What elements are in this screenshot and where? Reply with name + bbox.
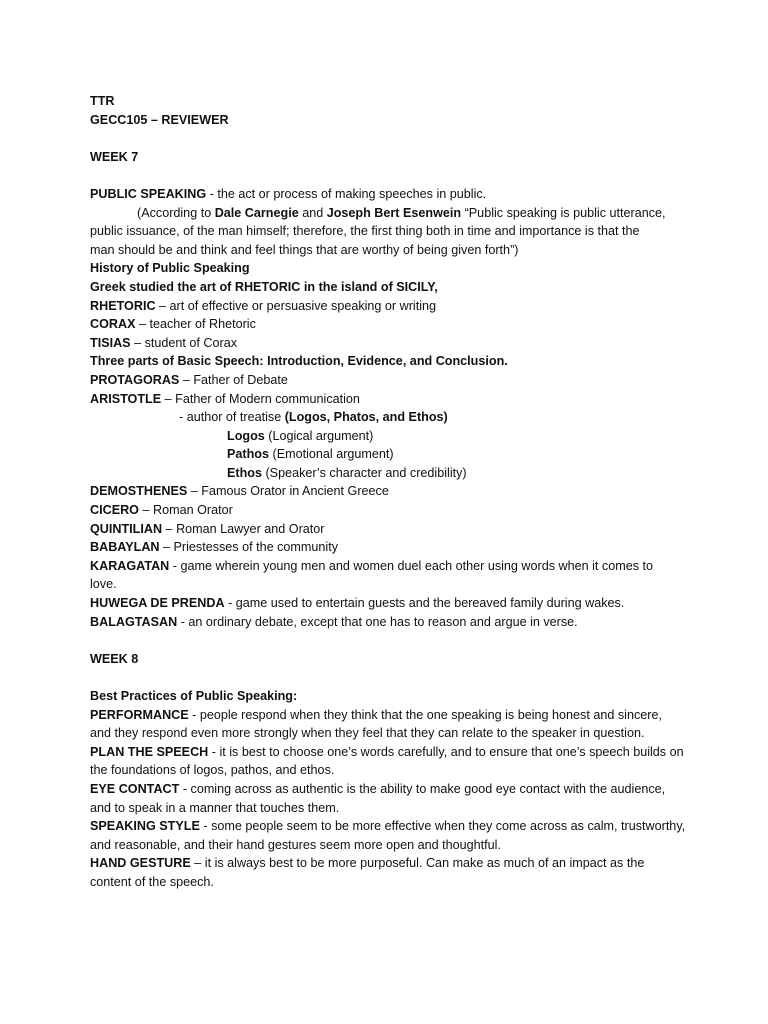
ethos-line [90, 464, 690, 483]
term: KARAGATAN [90, 558, 170, 573]
quote-name: Joseph Bert Esenwein [326, 205, 462, 220]
term: QUINTILIAN [90, 521, 163, 536]
definition: – Father of Debate [179, 372, 288, 387]
term: DEMOSTHENES [90, 484, 188, 499]
definition: - game used to entertain guests and the bereaved family during wakes. [224, 596, 625, 611]
spacer [90, 166, 690, 185]
pathos-line [90, 445, 690, 464]
demosthenes-def [90, 482, 690, 501]
spacer [90, 631, 690, 650]
huwega-def [90, 594, 690, 613]
term: RHETORIC [90, 298, 156, 313]
term: PERFORMANCE [90, 707, 189, 722]
aristotle-def [90, 390, 690, 409]
term: TISIAS [90, 335, 131, 350]
karagatan-cont: love. [90, 577, 117, 592]
performance-def [90, 706, 690, 725]
document-body [90, 92, 690, 892]
term: PROTAGORAS [90, 372, 180, 387]
cicero-def [90, 501, 690, 520]
text: in the island of [300, 279, 397, 294]
doc-title: GECC105 – REVIEWER [90, 112, 229, 127]
quote-text: “Public speaking is public utterance, [461, 205, 666, 220]
hand-gesture-cont: content of the speech. [90, 874, 214, 889]
definition: – it is always best to be more purposeful. Can make as much of an impact as the [190, 856, 645, 871]
term: Pathos [227, 447, 269, 462]
definition: – Father of Modern communication [161, 391, 360, 406]
quote-line-3: man should be and think and feel things that are worthy of being given forth”) [90, 242, 519, 257]
babaylan-def [90, 538, 690, 557]
doc-code: TTR [90, 94, 115, 108]
eye-contact-def [90, 780, 690, 799]
term: ARISTOTLE [90, 391, 162, 406]
week7-heading: WEEK 7 [90, 149, 139, 164]
definition: - coming across as authentic is the ability to make good eye contact with the audience, [179, 781, 666, 796]
spacer [90, 668, 690, 687]
best-practices-title: Best Practices of Public Speaking: [90, 689, 298, 703]
definition: – student of Corax [130, 335, 238, 350]
definition: - some people seem to be more effective when they come across as calm, trustworthy, [199, 819, 686, 834]
text: - author of treatise [179, 410, 285, 425]
definition: – art of effective or persuasive speaking or writing [155, 298, 437, 313]
quote-text: and [298, 205, 327, 220]
term: SPEAKING STYLE [90, 819, 200, 834]
term: Ethos [227, 465, 262, 480]
spacer [90, 129, 690, 148]
protagoras-def [90, 371, 690, 390]
term: HUWEGA DE PRENDA [90, 596, 225, 611]
definition: (Emotional argument) [269, 447, 394, 462]
term: HAND GESTURE [90, 856, 191, 871]
term: CICERO [90, 503, 139, 518]
text: (Logos, Phatos, and Ethos) [284, 410, 448, 425]
plan-cont: the foundations of logos, pathos, and ethos. [90, 763, 335, 778]
quintilian-def [90, 520, 690, 539]
speaking-style-cont: and reasonable, and their hand gestures seem more open and thoughtful. [90, 837, 501, 852]
week8-heading: WEEK 8 [90, 651, 139, 666]
karagatan-def [90, 557, 690, 576]
performance-cont: and they respond even more strongly when they feel that they can relate to the speaker in question. [90, 726, 645, 741]
quote-name: Dale Carnegie [214, 205, 299, 220]
term: EYE CONTACT [90, 781, 180, 796]
term: BABAYLAN [90, 540, 160, 555]
definition: - it is best to choose one’s words carefully, and to ensure that one’s speech builds on [208, 744, 684, 759]
text: Greek studied the art of [90, 279, 235, 294]
eye-contact-cont: and to speak in a manner that touches them. [90, 800, 340, 815]
term: BALAGTASAN [90, 614, 178, 629]
term: PLAN THE SPEECH [90, 744, 209, 759]
balagtasan-def [90, 613, 690, 632]
definition: - game wherein young men and women duel each other using words when it comes to [169, 558, 654, 573]
greek-line [90, 278, 690, 297]
definition: - the act or process of making speeches in public. [206, 186, 487, 201]
text: RHETORIC [234, 279, 301, 294]
definition: - people respond when they think that the one speaking is being honest and sincere, [188, 707, 662, 722]
quote-line-1 [90, 204, 690, 223]
aristotle-treatise [90, 408, 690, 427]
logos-line [90, 427, 690, 446]
definition: (Speaker’s character and credibility) [261, 465, 467, 480]
speaking-style-def [90, 817, 690, 836]
corax-def [90, 315, 690, 334]
definition: – Famous Orator in Ancient Greece [187, 484, 389, 499]
tisias-def [90, 334, 690, 353]
definition: – Roman Lawyer and Orator [162, 521, 325, 536]
quote-line-2: public issuance, of the man himself; therefore, the first thing both in time and importance is that the [90, 224, 640, 239]
three-parts: Three parts of Basic Speech: Introduction, Evidence, and Conclusion. [90, 354, 508, 369]
plan-def [90, 743, 690, 762]
public-speaking-def [90, 185, 690, 204]
text: SICILY, [396, 279, 438, 294]
term: Logos [227, 428, 265, 443]
definition: – teacher of Rhetoric [135, 317, 256, 332]
history-title: History of Public Speaking [90, 261, 250, 276]
term: CORAX [90, 317, 136, 332]
definition: – Priestesses of the community [159, 540, 338, 555]
definition: – Roman Orator [138, 503, 233, 518]
term: PUBLIC SPEAKING [90, 186, 207, 201]
quote-text: (According to [137, 205, 215, 220]
rhetoric-def [90, 297, 690, 316]
definition: - an ordinary debate, except that one has to reason and argue in verse. [177, 614, 578, 629]
hand-gesture-def [90, 854, 690, 873]
definition: (Logical argument) [264, 428, 374, 443]
